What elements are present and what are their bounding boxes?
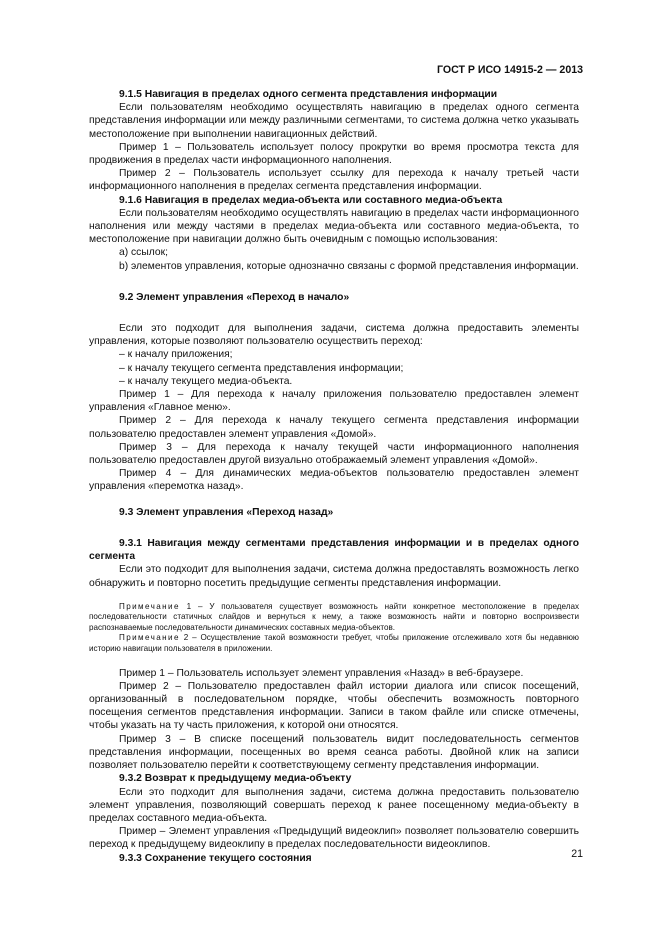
example: Пример 1 – Для перехода к началу приложения пользователю предоставлен элемент управления «Главное меню». bbox=[89, 389, 579, 414]
example: Пример 2 – Пользователь использует ссылку для перехода к началу третьей части информационного наполнения в пределах сегмента представления информации. bbox=[89, 168, 579, 193]
heading-9-1-6: 9.1.6 Навигация в пределах медиа-объекта или составного медиа-объекта bbox=[119, 194, 503, 206]
paragraph: Если это подходит для выполнения задачи, система должна предоставлять возможность легко обнаружить и повторно посетить предыдущие сегменты представления информации. bbox=[89, 564, 579, 589]
list-item: – к началу текущего сегмента представления информации; bbox=[119, 362, 404, 374]
heading-9-3-2: 9.3.2 Возврат к предыдущему медиа-объекту bbox=[119, 773, 352, 785]
note-1 bbox=[89, 602, 579, 634]
paragraph: Если пользователям необходимо осуществлять навигацию в пределах части информационного наполнения или между частями в пределах медиа-объекта или составного медиа-объекта, то местоположение при навигации должно быть очевидным с помощью использования: bbox=[89, 207, 579, 246]
heading-9-2: 9.2 Элемент управления «Переход в начало» bbox=[119, 291, 350, 303]
example: Пример 3 – В списке посещений пользователь видит последовательность сегментов представления информации, посещенных во время сеанса работы. Двойной клик на записи позволяет пользователю перейти к соответствующему сегменту представления информации. bbox=[89, 733, 579, 772]
heading-9-3-3: 9.3.3 Сохранение текущего состояния bbox=[119, 852, 312, 864]
example: Пример 2 – Для перехода к началу текущего сегмента представления информации пользователю предоставлен элемент управления «Домой». bbox=[89, 415, 579, 440]
paragraph: Если это подходит для выполнения задачи, система должна предоставить пользователю элемент управления, позволяющий совершать переход к ранее посещенному медиа-объекту в пределах составного медиа-объекта. bbox=[89, 786, 579, 824]
note-label: Примечание bbox=[119, 633, 180, 643]
example: Пример 4 – Для динамических медиа-объектов пользователю предоставлен элемент управления «перемотка назад». bbox=[89, 468, 579, 493]
example: Пример 1 – Пользователь использует элемент управления «Назад» в веб-браузере. bbox=[119, 667, 524, 679]
heading-9-3-1: 9.3.1 Навигация между сегментами представления информации и в пределах одного сегмента bbox=[89, 537, 579, 563]
heading-9-1-5: 9.1.5 Навигация в пределах одного сегмента представления информации bbox=[119, 89, 498, 100]
example: Пример 3 – Для перехода к началу текущей части информационного наполнения пользователю предоставлен другой визуально отображаемый элемент управления «Домой». bbox=[89, 441, 579, 467]
example: Пример – Элемент управления «Предыдущий видеоклип» позволяет пользователю совершить переход к предыдущему видеоклипу в пределах последовательности видеоклипов. bbox=[89, 826, 579, 851]
document-body bbox=[89, 88, 579, 865]
page-number: 21 bbox=[571, 848, 583, 860]
heading-9-3: 9.3 Элемент управления «Переход назад» bbox=[119, 506, 334, 518]
list-item: – к началу текущего медиа-объекта. bbox=[119, 375, 293, 387]
list-item: b) элементов управления, которые однозначно связаны с формой представления информации. bbox=[119, 260, 579, 272]
note-label: Примечание bbox=[119, 601, 180, 611]
paragraph: Если пользователям необходимо осуществлять навигацию в пределах одного сегмента представления информации или между различными сегментами, то система должна четко указывать местоположение при выполнении навигационных действий. bbox=[89, 102, 579, 140]
note-text: 2 – Осуществление такой возможности требует, чтобы приложение отслеживало хотя бы недавнюю историю навигации пользователя в приложении. bbox=[89, 633, 579, 654]
document-header: ГОСТ Р ИСО 14915-2 — 2013 bbox=[436, 64, 583, 76]
note-2 bbox=[89, 633, 579, 654]
note-text: 1 – У пользователя существует возможность найти конкретное местоположение в пределах последовательности статичных слайдов и вернуться к нему, а также возможность найти и повторно воспроизвести распознаваемые последовательности динамических составных медиа-объектов. bbox=[89, 601, 579, 632]
list-item: а) ссылок; bbox=[119, 247, 168, 259]
list-item: – к началу приложения; bbox=[119, 349, 233, 361]
example: Пример 2 – Пользователю предоставлен файл истории диалога или список посещений, организованный в последовательном порядке, чтобы обеспечить возможность повторного посещения сегментов представления информации. Записи в таком файле или списке отмечены, чтобы указать на ту часть приложения, к которой они относятся. bbox=[89, 680, 579, 732]
example: Пример 1 – Пользователь использует полосу прокрутки во время просмотра текста для продвижения в пределах части информационного наполнения. bbox=[89, 141, 579, 167]
paragraph: Если это подходит для выполнения задачи, система должна предоставить элементы управления, которые позволяют пользователю осуществить переход: bbox=[89, 323, 579, 348]
